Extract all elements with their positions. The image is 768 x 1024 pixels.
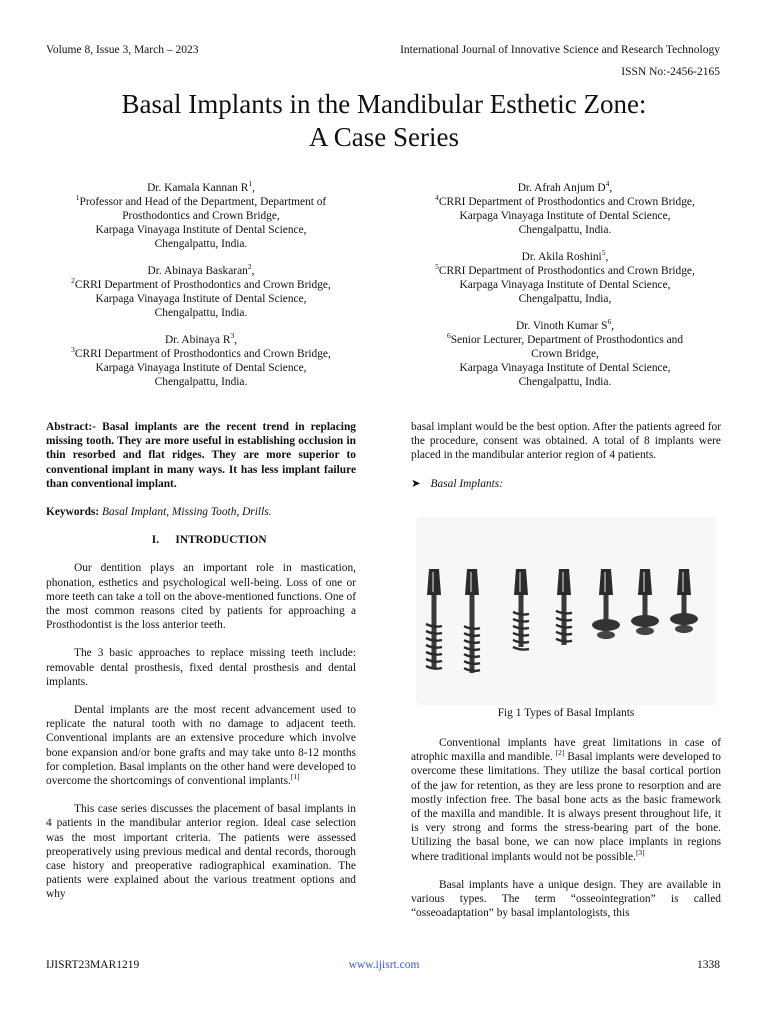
- intro-paragraph: This case series discusses the placement of basal implants in 4 patients in the mandibular anterior region. Ideal case selection was the most important criteria. The patients were assessed preoperatively using previous medical and dental records, thorough case history and preoperative radiographical examination. The patients were explained about the various treatment options and why: [46, 803, 356, 901]
- right-paragraph: Basal implants have a unique design. They are available in various types. The term “osseointegration” is called “osseoadaptation” by basal implantologists, this: [411, 878, 721, 920]
- citation: [3]: [635, 847, 645, 857]
- author-block: [410, 181, 720, 237]
- title-line-2: A Case Series: [309, 122, 459, 152]
- keywords-label: Keywords:: [46, 506, 100, 519]
- citation: [1]: [290, 772, 300, 782]
- implant-icon: [426, 569, 442, 669]
- author-affiliation: Chengalpattu, India.: [154, 376, 248, 388]
- author-affiliation: Karpaga Vinayaga Institute of Dental Science,: [459, 279, 671, 291]
- author-block: [410, 319, 720, 389]
- bullet-heading-text: Basal Implants:: [430, 477, 504, 490]
- author-affiliation: $^1$Professor and Head of the Department, Department of: [75, 193, 327, 208]
- keywords-text: Basal Implant, Missing Tooth, Drills.: [99, 506, 272, 519]
- author-name: Dr. Kamala Kannan $R^1$,: [147, 179, 255, 194]
- section-heading: [46, 533, 356, 547]
- author-name: Dr. Abinaya Baskaran$^2$,: [147, 262, 255, 277]
- author-block: [46, 333, 356, 389]
- paper-id: IJISRT23MAR1219: [46, 959, 140, 971]
- author-affiliation: $^6$Senior Lecturer, Department of Prosthodontics and: [446, 331, 684, 346]
- author-affiliation: Karpaga Vinayaga Institute of Dental Science,: [459, 362, 671, 374]
- author-name: Dr. Afrah Anjum $D^4$,: [517, 179, 613, 194]
- author-affiliation: Chengalpattu, India.: [518, 376, 612, 388]
- implant-icon: [670, 569, 698, 633]
- author-affiliation: Chengalpattu, India,: [518, 293, 612, 305]
- page-number: 1338: [697, 959, 720, 971]
- author-affiliation: Prosthodontics and Crown Bridge,: [122, 210, 280, 222]
- right-column-top: [411, 420, 721, 491]
- author-affiliation: $^4$CRRI Department of Prosthodontics and Crown Bridge,: [435, 193, 695, 208]
- journal-name: International Journal of Innovative Science and Research Technology: [400, 44, 720, 56]
- figure-image: [416, 517, 716, 705]
- author-affiliation: Crown Bridge,: [531, 348, 599, 360]
- authors-right: [410, 181, 720, 402]
- author-affiliation: $^3$CRRI Department of Prosthodontics and Crown Bridge,: [71, 345, 331, 360]
- abstract-text: Basal implants are the recent trend in replacing missing tooth. They are more useful in establishing occlusion in thin resorbed and flat ridges. They are more superior to conventional implant in many ways. It has less implant failure than conventional implant.: [46, 421, 356, 490]
- right-paragraph: Conventional implants have great limitations in case of atrophic maxilla and mandible. [2] Basal implants were developed to overcome these limitations. They utilize the basal cortical portion of the jaw for retention, as they are less prone to resorption and are mostly infection free. The basal bone acts as the basic framework of the maxilla and mandible. It is always present throughout life, it is very strong and forms the stress-bearing part of the bone. Utilizing the basal bone, we can now place implants in regions where traditional implants would not be possible.[3]: [411, 737, 721, 863]
- implant-icon: [464, 569, 480, 673]
- section-title: INTRODUCTION: [175, 534, 267, 547]
- intro-paragraph: Our dentition plays an important role in mastication, phonation, esthetics and psychological well-being. Loss of one or more teeth can take a toll on the above-mentioned functions. One of the most common reasons cited by patients for approaching a Prosthodontist is the loss anterior teeth.: [46, 562, 356, 632]
- author-affiliation: Karpaga Vinayaga Institute of Dental Science,: [95, 293, 307, 305]
- section-number: I.: [151, 534, 160, 547]
- author-affiliation: Karpaga Vinayaga Institute of Dental Science,: [459, 210, 671, 222]
- abstract-label: Abstract:-: [46, 421, 96, 433]
- author-name: Dr. Abinaya $R^3$,: [164, 331, 238, 346]
- author-affiliation: Chengalpattu, India.: [518, 224, 612, 236]
- implant-icon: [513, 569, 529, 650]
- author-affiliation: Karpaga Vinayaga Institute of Dental Science,: [95, 362, 307, 374]
- author-affiliation: $^5$CRRI Department of Prosthodontics and Crown Bridge,: [435, 262, 695, 277]
- author-affiliation: Karpaga Vinayaga Institute of Dental Science,: [95, 224, 307, 236]
- left-column: [46, 420, 356, 916]
- title-line-1: Basal Implants in the Mandibular Esthetic Zone:: [121, 89, 647, 119]
- keywords: [46, 505, 356, 519]
- journal-website-link[interactable]: www.ijisrt.com: [348, 959, 420, 971]
- intro-paragraph: The 3 basic approaches to replace missing teeth include: removable dental prosthesis, fixed dental prosthesis and dental implants.: [46, 647, 356, 688]
- author-name: Dr. Akila Roshini$^5$,: [521, 248, 609, 263]
- author-block: [410, 250, 720, 306]
- author-block: [46, 264, 356, 320]
- arrow-bullet-icon: ➤: [411, 477, 421, 490]
- authors-left: [46, 181, 356, 402]
- abstract: [46, 420, 356, 491]
- intro-paragraph: Dental implants are the most recent advancement used to replicate the natural tooth with no damage to adjacent teeth. Conventional implants are an extensive procedure which involve bone expansion and/or bone grafts and may take unto 8-12 months for completion. Basal implants on the other hand were developed to overcome the shortcomings of conventional implants.[1]: [46, 704, 356, 788]
- volume-issue: Volume 8, Issue 3, March – 2023: [46, 44, 199, 56]
- right-paragraph: basal implant would be the best option. After the patients agreed for the procedure, consent was obtained. A total of 8 implants were placed in the mandibular anterior region of 4 patients.: [411, 421, 721, 462]
- author-affiliation: Chengalpattu, India.: [154, 307, 248, 319]
- implant-icon: [556, 569, 572, 645]
- author-name: Dr. Vinoth Kumar $S^6$,: [515, 317, 615, 332]
- implant-icon: [592, 569, 620, 639]
- basal-implants-illustration: [416, 517, 716, 705]
- implant-icon: [631, 569, 659, 635]
- right-column-bottom: [411, 736, 721, 934]
- paper-title: [0, 88, 768, 154]
- author-affiliation: Chengalpattu, India.: [154, 238, 248, 250]
- figure-caption: Fig 1 Types of Basal Implants: [497, 707, 635, 719]
- author-block: [46, 181, 356, 251]
- bullet-heading: [411, 477, 721, 491]
- citation: [2]: [555, 748, 565, 758]
- author-affiliation: $^2$CRRI Department of Prosthodontics and Crown Bridge,: [71, 276, 331, 291]
- issn: ISSN No:-2456-2165: [621, 66, 720, 78]
